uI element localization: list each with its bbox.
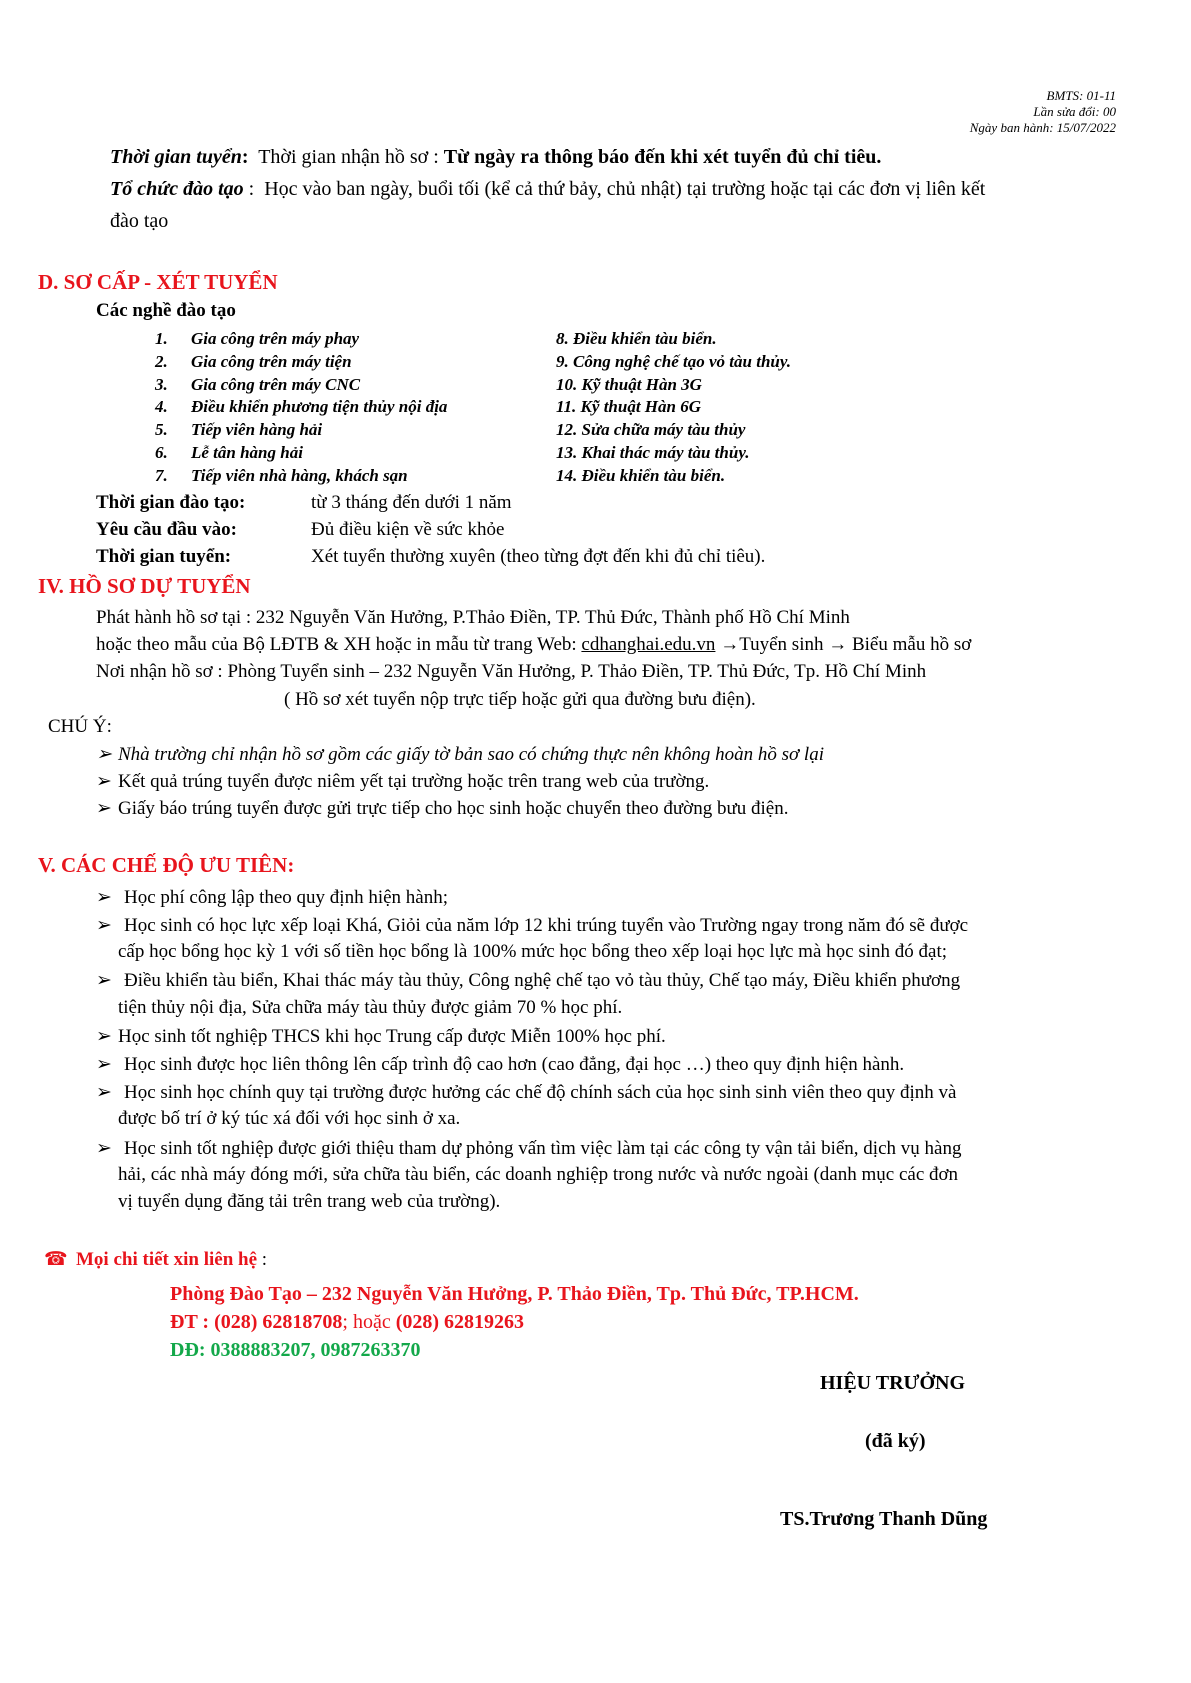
course-item: 9. Công nghệ chế tạo vỏ tàu thủy. (556, 351, 792, 371)
org-label: Tổ chức đào tạo (110, 178, 244, 200)
arrowhead-bullet-icon: ➢ (96, 1138, 112, 1159)
signature-title: HIỆU TRƯỞNG (820, 1372, 966, 1394)
org-line-1: Tổ chức đào tạo : Học vào ban ngày, buổi tối (kể cả thứ bảy, chủ nhật) tại trường hoặc tại các đơn vị liên kết (110, 178, 986, 200)
benefit-item-continuation: vị tuyển dụng đăng tải trên trang web của trường). (118, 1191, 501, 1212)
benefit-item: ➢ Học sinh học chính quy tại trường được hưởng các chế độ chính sách của học sinh sinh viên theo quy định và (96, 1082, 957, 1103)
recruit-time-label: Thời gian tuyển (110, 146, 242, 168)
arrowhead-bullet-icon: ➢ (96, 1082, 112, 1103)
benefit-item-continuation: cấp học bổng học kỳ 1 với số tiền học bổng là 100% mức học bổng theo xếp loại học lực mà học sinh đó đạt; (118, 941, 947, 962)
course-item: 10. Kỹ thuật Hàn 3G (556, 374, 702, 394)
info-recruit-time: Thời gian tuyển: Xét tuyển thường xuyên (theo từng đợt đến khi đủ chỉ tiêu). (96, 546, 766, 567)
course-item: 12. Sửa chữa máy tàu thủy (556, 420, 746, 440)
benefit-item: ➢ Học phí công lập theo quy định hiện hành; (96, 887, 448, 908)
info-training-duration: Thời gian đào tạo: từ 3 tháng đến dưới 1 năm (96, 492, 512, 513)
section-v-heading: V. CÁC CHẾ ĐỘ ƯU TIÊN: (38, 853, 295, 877)
org-text: Học vào ban ngày, buổi tối (kể cả thứ bảy, chủ nhật) tại trường hoặc tại các đơn vị liên kết (264, 178, 986, 200)
recruit-time-text: Thời gian nhận hồ sơ : (258, 146, 444, 168)
signature-name: TS.Trương Thanh Dũng (780, 1508, 988, 1530)
telephone-icon: ☎ (44, 1249, 68, 1270)
course-item: 14. Điều khiển tàu biển. (556, 465, 726, 485)
signature-signed: (đã ký) (865, 1430, 926, 1452)
arrowhead-bullet-icon: ➢ (96, 1026, 112, 1047)
section-iv-line-1: Phát hành hồ sơ tại : 232 Nguyễn Văn Hưởng, P.Thảo Điền, TP. Thủ Đức, Thành phố Hồ Chí Minh (96, 607, 850, 628)
course-item: 4. Điều khiển phương tiện thủy nội địa (155, 397, 448, 417)
course-item: 1. Gia công trên máy phay (155, 329, 360, 348)
benefit-item-continuation: hải, các nhà máy đóng mới, sửa chữa tàu biển, các doanh nghiệp trong nước và nước ngoài (danh mục các đơn (118, 1164, 959, 1185)
section-d-heading: D. SƠ CẤP - XÉT TUYỂN (38, 270, 278, 294)
course-item: 6. Lễ tân hàng hải (155, 442, 303, 462)
section-iv-line-3: Nơi nhận hồ sơ : Phòng Tuyển sinh – 232 Nguyễn Văn Hưởng, P. Thảo Điền, TP. Thủ Đức, Tp. Hồ Chí Minh (96, 661, 927, 682)
course-item: 13. Khai thác máy tàu thủy. (556, 442, 750, 462)
arrowhead-bullet-icon: ➢ (96, 744, 112, 765)
benefit-item-continuation: được bố trí ở ký túc xá đối với học sinh ở xa. (118, 1108, 461, 1129)
website-link[interactable]: cdhanghai.edu.vn (581, 634, 716, 655)
arrowhead-bullet-icon: ➢ (96, 798, 112, 819)
contact-office: Phòng Đào Tạo – 232 Nguyễn Văn Hưởng, P. Thảo Điền, Tp. Thủ Đức, TP.HCM. (170, 1283, 859, 1305)
course-list-left (155, 329, 447, 489)
arrowhead-bullet-icon: ➢ (96, 970, 112, 991)
course-item: 3. Gia công trên máy CNC (155, 374, 361, 394)
note-item: ➢ Giấy báo trúng tuyển được gửi trực tiếp cho học sinh hoặc chuyển theo đường bưu điện. (96, 798, 789, 819)
arrowhead-bullet-icon: ➢ (96, 887, 112, 908)
doc-issue-date: Ngày ban hành: 15/07/2022 (969, 120, 1116, 135)
contact-label-line: ☎ Mọi chi tiết xin liên hệ : (44, 1249, 268, 1270)
arrowhead-bullet-icon: ➢ (96, 1054, 112, 1075)
section-iv-line-4: ( Hồ sơ xét tuyển nộp trực tiếp hoặc gửi qua đường bưu điện). (284, 689, 756, 710)
section-iv-line-2: hoặc theo mẫu của Bộ LĐTB & XH hoặc in mẫu từ trang Web: cdhanghai.edu.vn →Tuyển sinh → Biểu mẫu hồ sơ (96, 634, 972, 655)
org-line-2: đào tạo (110, 210, 169, 232)
section-iv-heading: IV. HỒ SƠ DỰ TUYỂN (38, 574, 251, 598)
benefit-item: ➢ Học sinh tốt nghiệp được giới thiệu tham dự phỏng vấn tìm việc làm tại các công ty vận tải biển, dịch vụ hàng (96, 1138, 962, 1159)
recruit-time-line: Thời gian tuyển: Thời gian nhận hồ sơ : Từ ngày ra thông báo đến khi xét tuyển đủ chỉ tiêu. (110, 146, 882, 168)
benefit-item: ➢ Học sinh được học liên thông lên cấp trình độ cao hơn (cao đẳng, đại học …) theo quy định hiện hành. (96, 1054, 905, 1075)
info-entry-requirement: Yêu cầu đầu vào: Đủ điều kiện về sức khỏe (96, 519, 505, 540)
note-item: ➢ Nhà trường chỉ nhận hồ sơ gồm các giấy tờ bản sao có chứng thực nên không hoàn hồ sơ lại (96, 744, 824, 765)
doc-revision: Lần sửa đổi: 00 (1033, 104, 1116, 119)
note-label: CHÚ Ý: (48, 716, 112, 737)
contact-mobile: DĐ: 0388883207, 0987263370 (170, 1339, 421, 1361)
benefit-item-continuation: tiện thủy nội địa, Sửa chữa máy tàu thủy được giảm 70 % học phí. (118, 997, 623, 1018)
section-d-subheading: Các nghề đào tạo (96, 300, 236, 321)
recruit-time-bold: Từ ngày ra thông báo đến khi xét tuyển đủ chỉ tiêu. (443, 146, 882, 168)
doc-code: BMTS: 01-11 (1046, 88, 1116, 103)
benefit-item: ➢ Điều khiển tàu biển, Khai thác máy tàu thủy, Công nghệ chế tạo vỏ tàu thủy, Chế tạo máy, Điều khiển phương (96, 970, 961, 991)
course-item: 2. Gia công trên máy tiện (155, 351, 352, 371)
course-list-right (556, 329, 791, 489)
benefit-item: ➢ Học sinh có học lực xếp loại Khá, Giỏi của năm lớp 12 khi trúng tuyển vào Trường ngay trong năm đó sẽ được (96, 915, 969, 936)
course-item: 5. Tiếp viên hàng hải (155, 420, 323, 440)
arrowhead-bullet-icon: ➢ (96, 771, 112, 792)
course-item: 11. Kỹ thuật Hàn 6G (556, 397, 702, 417)
note-item: ➢ Kết quả trúng tuyển được niêm yết tại trường hoặc trên trang web của trường. (96, 771, 710, 792)
course-item: 7. Tiếp viên nhà hàng, khách sạn (155, 465, 408, 485)
contact-phone-line: ĐT : (028) 62818708; hoặc (028) 62819263 (170, 1311, 525, 1333)
arrowhead-bullet-icon: ➢ (96, 915, 112, 936)
course-item: 8. Điều khiển tàu biển. (556, 329, 717, 348)
benefit-item: ➢ Học sinh tốt nghiệp THCS khi học Trung cấp được Miễn 100% học phí. (96, 1026, 666, 1047)
